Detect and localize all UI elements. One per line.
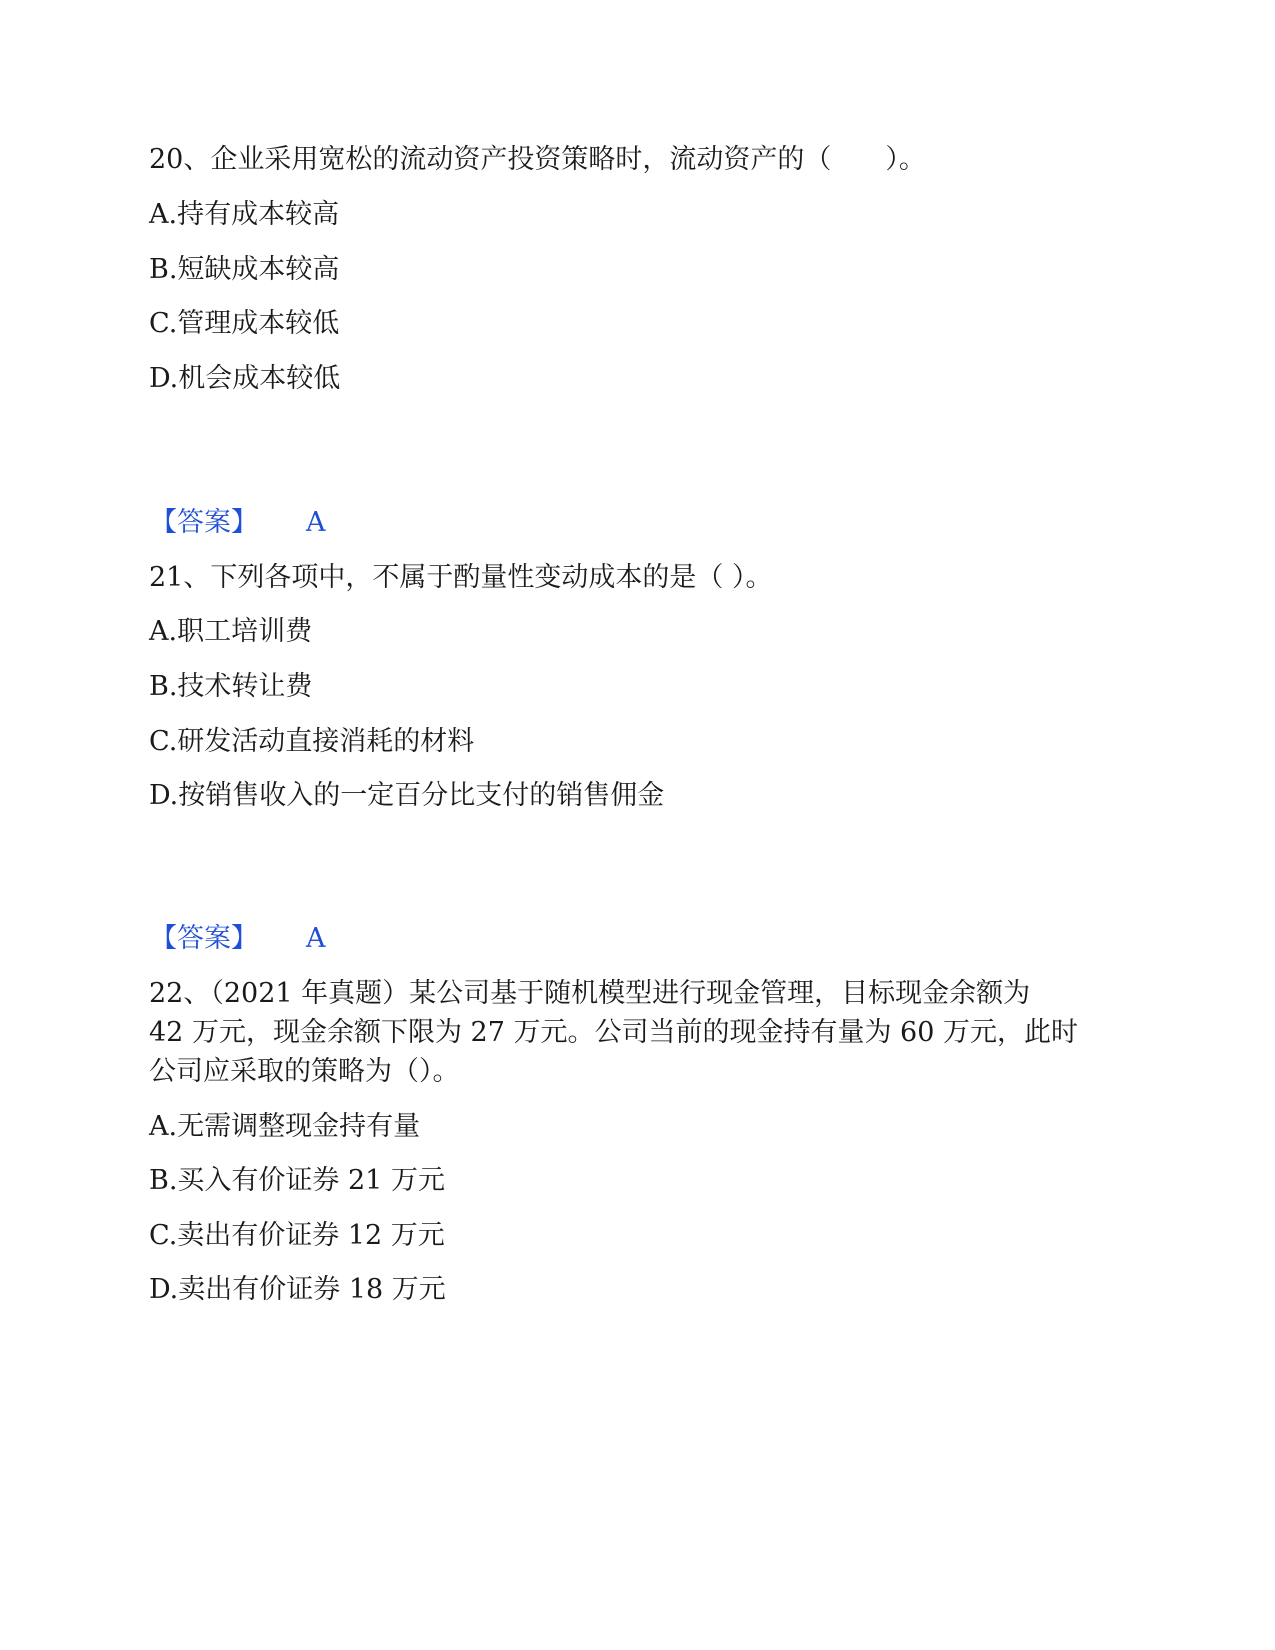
- question-20-option-c: C.管理成本较低: [149, 308, 340, 339]
- answer-value: A: [306, 507, 326, 538]
- question-22-stem-line-2: 42 万元，现金余额下限为 27 万元。公司当前的现金持有量为 60 万元，此时: [149, 1017, 1078, 1048]
- question-21-option-a: A.职工培训费: [149, 616, 313, 647]
- question-22-option-d: D.卖出有价证券 18 万元: [149, 1274, 446, 1305]
- question-22-option-c: C.卖出有价证券 12 万元: [149, 1220, 445, 1251]
- question-22-stem-line-3: 公司应采取的策略为（）。: [149, 1056, 460, 1087]
- question-20-option-b: B.短缺成本较高: [149, 254, 340, 285]
- answer-label: 【答案】: [150, 923, 258, 954]
- question-20-stem: 20、企业采用宽松的流动资产投资策略时，流动资产的（ ）。: [149, 144, 926, 175]
- question-22-option-a: A.无需调整现金持有量: [149, 1111, 421, 1142]
- question-22-stem-line-1: 22、（2021 年真题）某公司基于随机模型进行现金管理，目标现金余额为: [149, 978, 1031, 1009]
- question-21-stem: 21、下列各项中，不属于酌量性变动成本的是（ ）。: [149, 562, 773, 593]
- answer-label: 【答案】: [150, 507, 258, 538]
- question-21-option-b: B.技术转让费: [149, 671, 313, 702]
- question-22-option-b: B.买入有价证券 21 万元: [149, 1165, 445, 1196]
- question-20-option-a: A.持有成本较高: [149, 199, 340, 230]
- question-20-answer: [150, 503, 326, 543]
- answer-value: A: [306, 923, 326, 954]
- question-21-option-c: C.研发活动直接消耗的材料: [149, 726, 475, 757]
- question-20-option-d: D.机会成本较低: [149, 363, 341, 394]
- question-21-option-d: D.按销售收入的一定百分比支付的销售佣金: [149, 780, 665, 811]
- question-21-answer: [150, 919, 326, 959]
